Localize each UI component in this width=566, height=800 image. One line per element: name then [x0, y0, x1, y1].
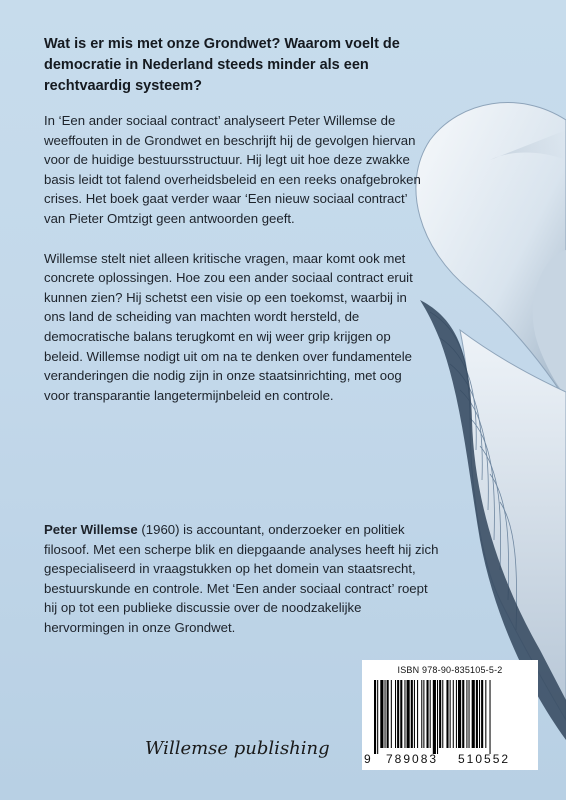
barcode-bar [485, 680, 486, 748]
barcode-bar [437, 680, 438, 754]
barcode-bar [387, 680, 389, 748]
barcode-bar [476, 680, 478, 748]
barcode-bar [456, 680, 457, 748]
barcode-bar [458, 680, 461, 748]
publisher-logo: Willemse publishing [145, 738, 330, 759]
barcode-digit-group-1: 789083 [386, 752, 439, 766]
barcode-bar [374, 680, 376, 754]
barcode-bar [453, 680, 454, 748]
barcode-bar [391, 680, 392, 748]
barcode-bar [380, 680, 383, 748]
barcode-bar [414, 680, 415, 748]
barcode-bar [423, 680, 424, 748]
headline: Wat is er mis met onze Grondwet? Waarom voelt de democratie in Nederland steeds minder als een rechtvaardig systeem? [44, 36, 400, 94]
barcode-bar [446, 680, 448, 748]
author-bio [44, 520, 439, 638]
barcode-bar [385, 680, 386, 748]
barcode-bar [439, 680, 441, 748]
barcode-bar [407, 680, 410, 748]
barcode-bar [404, 680, 405, 748]
description-paragraph-2: Willemse stelt niet alleen kritische vragen, maar komt ook met concrete oplossingen. Hoe zou een ander sociaal contract eruit kunnen zien? Hij schetst een visie op een toekomst, waarbij in ons land de scheiding van machten wordt hersteld, de democratische balans terugkomt en wij weer grip krijgen op beleid. Willemse nodigt uit om na te denken over fundamentele veranderingen die nodig zijn in onze staatsinrichting, met oog voor transparantie langetermijnbeleid en controle. [44, 250, 413, 403]
author-bio-text: (1960) is accountant, onderzoeker en politiek filosoof. Met een scherpe blik en diepgaande analyses heeft hij zich gespecialiseerd in vraagstukken op het domein van staatsrecht, bestuurskunde en controle. Met ‘Een ander sociaal contract’ roept hij op tot een publieke discussie over de noodzakelijke hervormingen in onze Grondwet. [44, 522, 439, 635]
barcode-bars [372, 680, 528, 756]
barcode-bar [377, 680, 378, 754]
barcode-bar [421, 680, 422, 748]
barcode-bar [466, 680, 467, 748]
barcode-bar [427, 680, 429, 748]
barcode-bar [417, 680, 418, 748]
barcode-bar [481, 680, 483, 748]
barcode-digit-first: 9 [364, 752, 371, 766]
barcode-bar [395, 680, 396, 748]
barcode-bar [469, 680, 470, 748]
barcode-bar [479, 680, 480, 748]
barcode-bar [490, 680, 491, 754]
barcode-bar [442, 680, 443, 748]
barcode-bar [472, 680, 475, 748]
barcode-bar [462, 680, 464, 748]
barcode-digit-group-2: 510552 [458, 752, 511, 766]
barcode-bar [400, 680, 402, 748]
barcode-bar [430, 680, 431, 748]
description-column [44, 34, 424, 425]
barcode-bar [397, 680, 399, 748]
barcode-bar [450, 680, 451, 748]
barcode-bar [411, 680, 413, 748]
isbn-barcode [362, 660, 538, 770]
isbn-label: ISBN 978-90-835105-5-2 [397, 665, 503, 675]
barcode-bar [433, 680, 436, 754]
description-paragraph-1: In ‘Een ander sociaal contract’ analyseert Peter Willemse de weeffouten in de Grondwet en beschrijft hij de gevolgen hiervan voor de huidige bestuursstructuur. Hij legt uit hoe deze zwakke basis leidt tot falend overheidsbeleid en een reeks onafgebroken crises. Het boek gaat verder waar ‘Een nieuw sociaal contract’ van Pieter Omtzigt geen antwoorden geeft. [44, 113, 421, 226]
author-name: Peter Willemse [44, 522, 138, 537]
